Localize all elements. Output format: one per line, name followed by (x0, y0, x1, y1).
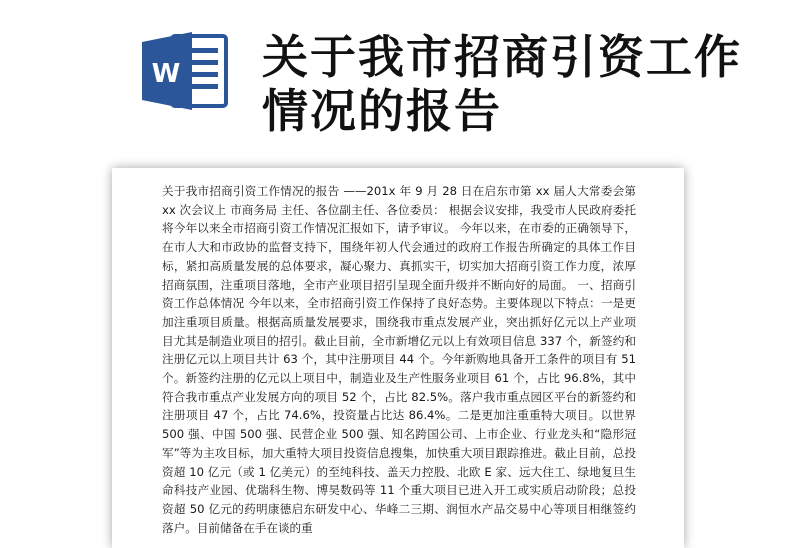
word-document-icon (142, 30, 232, 112)
document-page (112, 168, 684, 548)
page-header (0, 0, 800, 150)
document-body: 关于我市招商引资工作情况的报告 ——201x 年 9 月 28 日在启东市第 xx 届人大常委会第 xx 次会议上 市商务局 主任、各位副主任、各位委员： 根据会议安排，我受市人民政府委托将今年以来全市招商引资工作情况汇报如下，请予审议。 今年以来，在市委的正确领导下，在市人大和市政协的监督支持下，围绕年初人代会通过的政府工作报告所确定的具体工作目标，紧扣高质量发展的总体要求，凝心聚力、真抓实干，切实加大招商引资工作力度，浓厚招商氛围，注重项目落地，全市产业项目招引呈现全面升级并不断向好的局面。 一、招商引资工作总体情况 今年以来，全市招商引资工作保持了良好态势。主要体现以下特点：一是更加注重项目质量。根据高质量发展要求，围绕我市重点发展产业，突出抓好亿元以上产业项目尤其是制造业项目的招引。截止目前，全市新增亿元以上有效项目信息 337 个，新签约和注册亿元以上项目共计 63 个，其中注册项目 44 个。今年新购地具备开工条件的项目有 51 个。新签约注册的亿元以上项目中，制造业及生产性服务业项目 61 个，占比 96.8%，其中符合我市重点产业发展方向的项目 52 个，占比 82.5%。落户我市重点园区平台的新签约和注册项目 47 个，占比 74.6%，投资量占比达 86.4%。二是更加注重重特大项目。以世界 500 强、中国 500 强、民营企业 500 强、知名跨国公司、上市企业、行业龙头和“隐形冠军”等为主攻目标，加大重特大项目投资信息搜集，加快重大项目跟踪推进。截止目前，总投资超 10 亿元（或 1 亿美元）的至纯科技、盖天力控股、北欧 E 家、远大住工、绿地复旦生命科技产业园、优瑞科生物、博昊数码等 11 个重大项目已进入开工或实质启动阶段；总投资超 50 亿元的药明康德启东研发中心、华峰二三期、润恒水产品交易中心等项目相继签约落户。目前储备在手在谈的重 (162, 184, 636, 535)
page-title: 关于我市招商引资工作情况的报告 (262, 30, 742, 138)
svg-text:W: W (151, 59, 181, 89)
